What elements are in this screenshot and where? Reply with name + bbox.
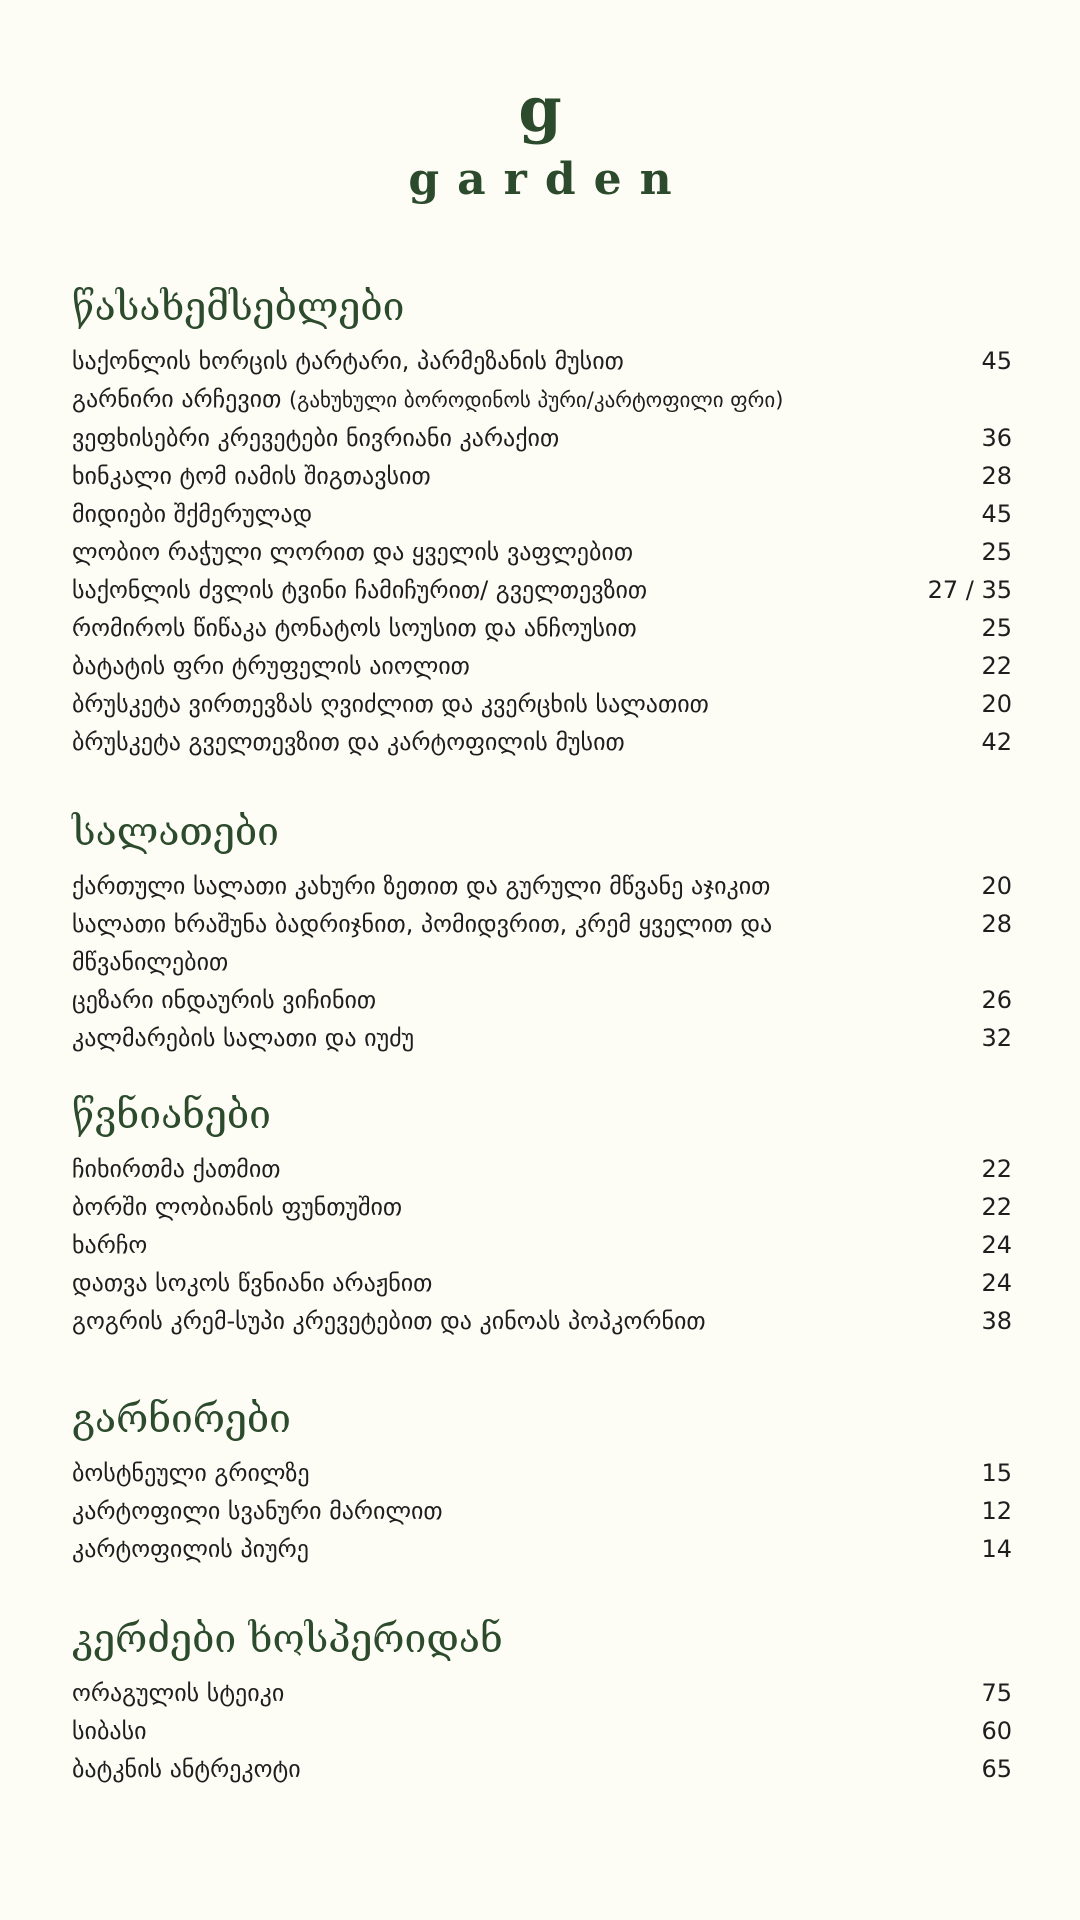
menu-item xyxy=(72,1492,1012,1530)
item-name: სალათი ხრაშუნა ბადრიჯნით, პომიდვრით, კრემ ყველით და მწვანილებით xyxy=(72,910,773,976)
item-name: ბატატის ფრი ტრუფელის აიოლით xyxy=(72,652,470,680)
item-price: 26 xyxy=(981,986,1012,1014)
item-price: 24 xyxy=(981,1231,1012,1259)
item-name: ხარჩო xyxy=(72,1231,148,1259)
item-name: საქონლის ძვლის ტვინი ჩამიჩურით/ გველთევზით xyxy=(72,576,648,604)
menu-item xyxy=(72,685,1012,723)
menu-item xyxy=(72,1302,1012,1340)
item-price: 12 xyxy=(981,1497,1012,1525)
logo-mark: g xyxy=(518,73,562,146)
item-price: 20 xyxy=(981,872,1012,900)
item-price: 32 xyxy=(981,1024,1012,1052)
menu-item xyxy=(72,571,1012,609)
item-name: ორაგულის სტეიკი xyxy=(72,1679,285,1707)
menu-item xyxy=(72,457,1012,495)
section-title: სალათები xyxy=(72,810,279,855)
item-name: მიდიები შქმერულად xyxy=(72,500,313,528)
menu-item xyxy=(72,647,1012,685)
item-price: 36 xyxy=(981,424,1012,452)
item-price: 22 xyxy=(981,1155,1012,1183)
item-name: ხინკალი ტომ იამის შიგთავსით xyxy=(72,462,431,490)
menu-item xyxy=(72,1674,1012,1712)
item-name: დათვა სოკოს წვნიანი არაჟნით xyxy=(72,1269,433,1297)
section-salads xyxy=(72,803,1012,1057)
item-price: 75 xyxy=(981,1679,1012,1707)
section-title: წასახემსებლები xyxy=(72,285,405,330)
logo-wordmark: garden xyxy=(408,154,690,205)
item-name: ცეზარი ინდაურის ვიჩინით xyxy=(72,986,377,1014)
item-price: 65 xyxy=(981,1755,1012,1783)
item-name: ჩიხირთმა ქათმით xyxy=(72,1155,281,1183)
item-price: 25 xyxy=(981,538,1012,566)
item-name: გოგრის კრემ-სუპი კრევეტებით და კინოას პოპკორნით xyxy=(72,1307,706,1335)
menu-item xyxy=(72,1150,1012,1188)
side-note-lead: გარნირი არჩევით xyxy=(72,385,289,413)
item-price: 28 xyxy=(981,910,1012,938)
item-name: ბორში ლობიანის ფუნთუშით xyxy=(72,1193,403,1221)
item-price: 22 xyxy=(981,1193,1012,1221)
section-title: გარნირები xyxy=(72,1397,291,1442)
section-starters xyxy=(72,278,1012,761)
item-side-note xyxy=(72,380,1012,419)
logo xyxy=(0,70,1080,210)
menu-item xyxy=(72,495,1012,533)
menu-item xyxy=(72,723,1012,761)
item-name: კარტოფილის პიურე xyxy=(72,1535,309,1563)
menu-item xyxy=(72,1750,1012,1788)
item-name: კარტოფილი სვანური მარილით xyxy=(72,1497,443,1525)
item-name: ბატკნის ანტრეკოტი xyxy=(72,1755,301,1783)
menu-item xyxy=(72,1226,1012,1264)
item-price: 38 xyxy=(981,1307,1012,1335)
item-name: ლობიო რაჭული ლორით და ყველის ვაფლებით xyxy=(72,538,634,566)
section-soups xyxy=(72,1086,1012,1340)
item-name: რომიროს წიწაკა ტონატოს სოუსით და ანჩოუსით xyxy=(72,614,637,642)
item-price: 42 xyxy=(981,728,1012,756)
item-price: 20 xyxy=(981,690,1012,718)
menu-item xyxy=(72,609,1012,647)
item-price: 15 xyxy=(981,1459,1012,1487)
menu-item xyxy=(72,905,1012,981)
item-price: 45 xyxy=(981,347,1012,375)
menu-item xyxy=(72,1264,1012,1302)
section-title: წვნიანები xyxy=(72,1093,271,1138)
item-price: 24 xyxy=(981,1269,1012,1297)
menu-item xyxy=(72,1454,1012,1492)
section-sides xyxy=(72,1390,1012,1568)
item-name: საქონლის ხორცის ტარტარი, პარმეზანის მუსით xyxy=(72,347,624,375)
menu-item xyxy=(72,1188,1012,1226)
menu-item xyxy=(72,1530,1012,1568)
item-price: 45 xyxy=(981,500,1012,528)
menu-item xyxy=(72,981,1012,1019)
section-josper xyxy=(72,1610,1012,1788)
item-price: 28 xyxy=(981,462,1012,490)
section-title: კერძები ხოსპერიდან xyxy=(72,1617,503,1662)
item-name: ქართული სალათი კახური ზეთით და გურული მწვანე აჯიკით xyxy=(72,872,771,900)
item-name: კალმარების სალათი და იუძუ xyxy=(72,1024,415,1052)
item-price: 14 xyxy=(981,1535,1012,1563)
item-price: 27 / 35 xyxy=(927,576,1012,604)
item-name: ბოსტნეული გრილზე xyxy=(72,1459,310,1487)
menu-item xyxy=(72,533,1012,571)
item-name: ბრუსკეტა გველთევზით და კარტოფილის მუსით xyxy=(72,728,625,756)
item-name: ვეფხისებრი კრევეტები ნივრიანი კარაქით xyxy=(72,424,560,452)
menu-item xyxy=(72,1712,1012,1750)
side-note-options: (გახუხული ბოროდინოს პური/კარტოფილი ფრი) xyxy=(288,388,784,412)
menu-item xyxy=(72,342,1012,380)
item-price: 60 xyxy=(981,1717,1012,1745)
item-price: 22 xyxy=(981,652,1012,680)
item-name: სიბასი xyxy=(72,1717,147,1745)
item-name: ბრუსკეტა ვირთევზას ღვიძლით და კვერცხის სალათით xyxy=(72,690,709,718)
menu-item xyxy=(72,1019,1012,1057)
menu-item xyxy=(72,867,1012,905)
item-price: 25 xyxy=(981,614,1012,642)
menu-item xyxy=(72,419,1012,457)
